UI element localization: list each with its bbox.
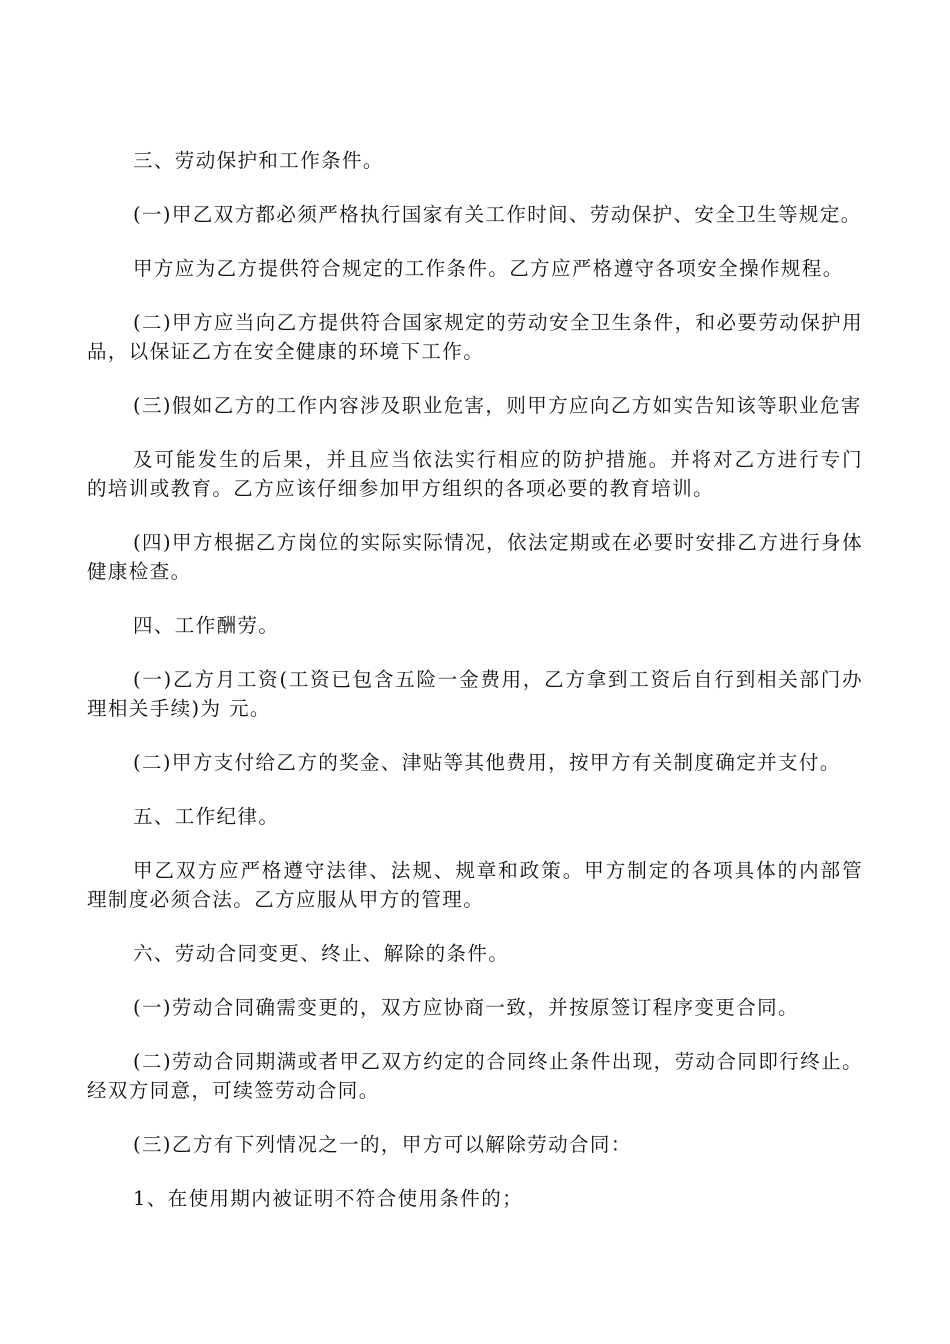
section-heading-compensation: 四、工作酬劳。	[133, 614, 280, 637]
clause-paragraph: (三)乙方有下列情况之一的，甲方可以解除劳动合同：	[133, 1133, 632, 1156]
document-page	[87, 146, 863, 1238]
clause-paragraph: (四)甲方根据乙方岗位的实际实际情况，依法定期或在必要时安排乙方进行身体健康检查。	[87, 531, 863, 583]
section-heading-discipline: 五、工作纪律。	[133, 805, 280, 828]
list-item: 1、在使用期内被证明不符合使用条件的；	[133, 1187, 524, 1210]
clause-paragraph: (二)甲方应当向乙方提供符合国家规定的劳动安全卫生条件，和必要劳动保护用品，以保证乙方在安全健康的环境下工作。	[87, 311, 863, 363]
clause-paragraph: (二)劳动合同期满或者甲乙双方约定的合同终止条件出现，劳动合同即行终止。经双方同意，可续签劳动合同。	[87, 1050, 863, 1102]
clause-paragraph: (一)乙方月工资(工资已包含五险一金费用，乙方拿到工资后自行到相关部门办理相关手续)为 元。	[87, 668, 863, 720]
clause-paragraph: (二)甲方支付给乙方的奖金、津贴等其他费用，按甲方有关制度确定并支付。	[133, 751, 841, 774]
clause-paragraph: 甲乙双方应严格遵守法律、法规、规章和政策。甲方制定的各项具体的内部管理制度必须合法。乙方应服从甲方的管理。	[87, 859, 863, 911]
clause-paragraph: (三)假如乙方的工作内容涉及职业危害，则甲方应向乙方如实告知该等职业危害	[133, 394, 862, 417]
clause-paragraph: 甲方应为乙方提供符合规定的工作条件。乙方应严格遵守各项安全操作规程。	[133, 257, 844, 280]
clause-paragraph: (一)劳动合同确需变更的，双方应协商一致，并按原签订程序变更合同。	[133, 996, 799, 1019]
clause-paragraph: 及可能发生的后果，并且应当依法实行相应的防护措施。并将对乙方进行专门的培训或教育。乙方应该仔细参加甲方组织的各项必要的教育培训。	[87, 448, 863, 500]
section-heading-contract-changes: 六、劳动合同变更、终止、解除的条件。	[133, 942, 510, 965]
clause-paragraph: (一)甲乙双方都必须严格执行国家有关工作时间、劳动保护、安全卫生等规定。	[133, 203, 862, 226]
section-heading-labor-protection: 三、劳动保护和工作条件。	[133, 149, 384, 172]
